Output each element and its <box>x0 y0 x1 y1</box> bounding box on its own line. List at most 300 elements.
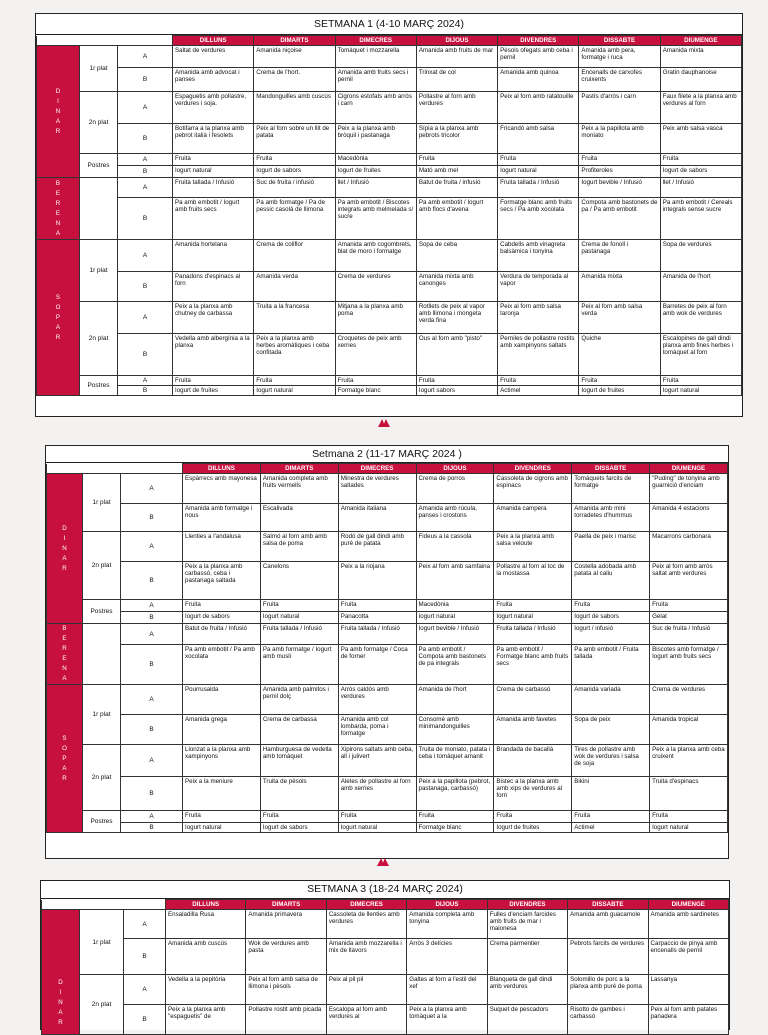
menu-cell: Peix a la planxa amb herbes aromàtiques i ceba confitada <box>254 334 335 376</box>
course-label <box>80 178 118 240</box>
menu-cell: Bikini <box>572 777 650 811</box>
option-label: A <box>121 474 183 504</box>
menu-cell: Suc de fruita / Infusió <box>650 624 728 645</box>
menu-cell: Compota amb bastonets de pa / Pa amb embotit <box>579 198 660 240</box>
menu-cell: llet / Infusió <box>660 178 741 198</box>
menu-cell: Vedella a la pepitòria <box>166 975 246 1005</box>
menu-cell: Consomé amb minimandonguilles <box>416 715 494 745</box>
menu-cell: Actimel <box>572 823 650 833</box>
option-label: B <box>118 386 173 396</box>
menu-cell: Amanida amb fruits secs i pernil <box>335 68 416 92</box>
menu-cell: Crema de verdures <box>335 272 416 302</box>
day-header: DILLUNS <box>166 900 246 910</box>
day-header: DIMARTS <box>246 900 326 910</box>
menu-cell: Cigrons estofats amb arròs i carn <box>335 92 416 124</box>
week-title: Setmana 2 (11-17 MARÇ 2024 ) <box>46 446 728 463</box>
menu-row <box>47 685 728 715</box>
menu-cell: Rotllets de peix al vapor amb llimona i mongeta verda fina <box>416 302 497 334</box>
menu-cell: Cassoleta de llenties amb verdures <box>326 910 406 939</box>
menu-cell: Pa amb embotit / Pa amb xocolata <box>183 645 261 685</box>
menu-cell: Amanida amb fruits de mar <box>416 46 497 68</box>
menu-cell: Fruita <box>660 376 741 386</box>
menu-cell: Pa amb embotit / Iogurt amb fruits secs <box>173 198 254 240</box>
menu-cell: Peix al forn sobre un llit de patata <box>254 124 335 154</box>
day-header: DIMECRES <box>335 36 416 46</box>
option-label: B <box>124 939 166 975</box>
menu-cell: Amanida primavera <box>246 910 326 939</box>
menu-cell: Fruita <box>183 600 261 612</box>
menu-cell: Formatge blanc <box>335 386 416 396</box>
day-header: DIVENDRES <box>487 900 567 910</box>
menu-cell: Fruita <box>416 811 494 823</box>
menu-row <box>47 624 728 645</box>
menu-cell: Costella adobada amb patata al caliu <box>572 562 650 600</box>
menu-cell: Peix a la planxa amb bròquil i pastanaga <box>335 124 416 154</box>
menu-cell: Bistec a la planxa amb amb xips de verdures al forn <box>494 777 572 811</box>
menu-cell: Amanida de l'hort <box>416 685 494 715</box>
course-label: 2n plat <box>80 92 118 154</box>
menu-cell: Tomàquets farcits de formatge <box>572 474 650 504</box>
menu-row <box>47 715 728 745</box>
menu-cell: Verdura de temporada al vapor <box>498 272 579 302</box>
menu-cell: Arròs 3 delícies <box>407 939 487 975</box>
option-label: B <box>121 645 183 685</box>
menu-cell: Fruita <box>579 376 660 386</box>
menu-cell: Peix a la papillota amb moniato <box>579 124 660 154</box>
menu-row <box>47 562 728 600</box>
menu-cell: Pa amb embotit / Biscotes integrals amb melmelada s/ sucre <box>335 198 416 240</box>
menu-cell: Encenalls de carxofes cruixents <box>579 68 660 92</box>
course-label: 1r plat <box>83 685 121 745</box>
menu-cell: Fruita <box>650 811 728 823</box>
menu-cell: Fruita <box>494 600 572 612</box>
menu-cell: Fruita <box>335 376 416 386</box>
menu-cell: Peix al forn amb samfaina <box>416 562 494 600</box>
option-label: B <box>118 166 173 178</box>
menu-row <box>47 532 728 562</box>
menu-cell: Fruita <box>498 376 579 386</box>
menu-cell: Gratin dauphanoise <box>660 68 741 92</box>
course-label: Postres <box>80 154 118 178</box>
menu-row <box>37 198 742 240</box>
menu-cell: Batut de fruita / Infusió <box>183 624 261 645</box>
menu-cell: "Puding" de tonyina amb guarnició d'enciam <box>650 474 728 504</box>
menu-cell: Crema de l'hort. <box>254 68 335 92</box>
menu-cell: Peix al forn amb patates panadera <box>648 1005 728 1035</box>
option-label: B <box>118 124 173 154</box>
menu-cell: Iogurt natural <box>660 386 741 396</box>
menu-cell: Iogurt natural <box>254 386 335 396</box>
option-label: B <box>121 777 183 811</box>
menu-cell: Peix a la planxa amb salsa veloute <box>494 532 572 562</box>
menu-cell: Fruita <box>494 811 572 823</box>
menu-cell: Amanida amb mini torradetes d'hummus <box>572 504 650 532</box>
option-label: B <box>118 198 173 240</box>
menu-cell: Iogurt de fruites <box>173 386 254 396</box>
day-header: DILLUNS <box>183 464 261 474</box>
day-header: DISSABTE <box>568 900 648 910</box>
course-label: 2n plat <box>80 975 124 1035</box>
week-title: SETMANA 1 (4-10 MARÇ 2024) <box>36 14 742 35</box>
menu-cell: Suc de fruita / infusió <box>254 178 335 198</box>
menu-cell: Amanida completa amb fruits vermells <box>260 474 338 504</box>
menu-cell: Fruita <box>254 376 335 386</box>
course-label: Postres <box>80 376 118 396</box>
menu-cell: Fruita <box>579 154 660 166</box>
day-header: DILLUNS <box>173 36 254 46</box>
menu-cell: Fruita tallada / Infusió <box>494 624 572 645</box>
option-label: A <box>118 376 173 386</box>
menu-cell: Peix al forn amb arròs saltat amb verdures <box>650 562 728 600</box>
menu-cell: Tires de pollastre amb wok de verdures i salsa de soja <box>572 745 650 777</box>
menu-cell: Espaguetis amb pollastre, verdures i soja. <box>173 92 254 124</box>
header-blank <box>42 900 166 910</box>
day-header: DIMARTS <box>254 36 335 46</box>
menu-cell: Ensaladilla Rusa <box>166 910 246 939</box>
menu-cell: Amanida amb mozzarella i mix de llavors <box>326 939 406 975</box>
menu-cell: Peix a la meniure <box>183 777 261 811</box>
menu-cell: Peix al forn amb ratatouille <box>498 92 579 124</box>
menu-cell: Barretes de peix al forn amb wok de verdures <box>660 302 741 334</box>
option-label: B <box>118 68 173 92</box>
menu-cell: Actimel <box>498 386 579 396</box>
menu-cell: Fruita <box>498 154 579 166</box>
menu-cell: Amanida tropical <box>650 715 728 745</box>
option-label: A <box>121 624 183 645</box>
menu-cell: Amanida verda <box>254 272 335 302</box>
menu-cell: Escalopines de gall dindi planxa amb fines herbes i tomàquet al forn <box>660 334 741 376</box>
menu-cell: Iogurt de fruites <box>579 386 660 396</box>
menu-cell: Amanida amb rúcula, panses i crostons <box>416 504 494 532</box>
menu-cell: Amanida amb cogombrets, blat de moro i formatge <box>335 240 416 272</box>
menu-cell: Iogurt de fruites <box>494 823 572 833</box>
logo-icon <box>377 858 389 866</box>
menu-cell: Amanida hortelana <box>173 240 254 272</box>
course-label: 1r plat <box>83 474 121 532</box>
menu-cell: Fruita <box>650 600 728 612</box>
option-label: A <box>118 92 173 124</box>
course-label: 2n plat <box>83 532 121 600</box>
menu-cell: Espàrrecs amb mayonesa <box>183 474 261 504</box>
menu-cell: Amanida mixta amb canonges <box>416 272 497 302</box>
menu-cell: Gelat <box>650 612 728 624</box>
menu-cell: Fruita <box>183 811 261 823</box>
menu-cell: Fruita <box>416 376 497 386</box>
menu-cell: Amanida amb sardinetes <box>648 910 728 939</box>
menu-cell: Amanida de l'hort <box>660 272 741 302</box>
menu-cell: Pa amb embotit / Fruita tallada <box>572 645 650 685</box>
menu-cell: Fruita <box>254 154 335 166</box>
menu-cell: Amanida amb cuscús <box>166 939 246 975</box>
meal-label-berena: B E R E N A <box>37 178 80 240</box>
menu-cell: Peix a la planxa amb carbassó, ceba i pastanaga saltada <box>183 562 261 600</box>
menu-cell: Formatge blanc amb fruits secs / Pa amb xocolata <box>498 198 579 240</box>
menu-cell: Crema de fonoll i pastanaga <box>579 240 660 272</box>
menu-row <box>42 1005 729 1035</box>
menu-cell: Peix a la papillota (pebrot, pastanaga, carbassó) <box>416 777 494 811</box>
menu-cell: Wok de verdures amb pasta <box>246 939 326 975</box>
menu-cell: Peix al forn amb salsa de llimona i pèsols <box>246 975 326 1005</box>
menu-cell: Fruita <box>260 811 338 823</box>
menu-cell: Sopa de peix <box>572 715 650 745</box>
menu-cell: Aletes de pollastre al forn amb xerries <box>338 777 416 811</box>
meal-label-sopar: S O P A R <box>37 240 80 396</box>
logo-icon <box>378 419 390 427</box>
day-header: DIJOUS <box>407 900 487 910</box>
menu-cell: Croquetes de peix amb xerries <box>335 334 416 376</box>
course-label: 1r plat <box>80 240 118 302</box>
menu-table <box>41 899 729 1035</box>
menu-cell: Biscotes amb formatge / Iogurt amb fruits secs <box>650 645 728 685</box>
day-header: DISSABTE <box>579 36 660 46</box>
menu-cell: Blanqueta de gall dindi amb verdures <box>487 975 567 1005</box>
option-label: A <box>121 685 183 715</box>
option-label: A <box>118 302 173 334</box>
menu-row <box>37 68 742 92</box>
header-blank <box>37 36 173 46</box>
menu-cell: Iogurt natural <box>494 612 572 624</box>
menu-cell: Trinxat de col <box>416 68 497 92</box>
day-header: DIMECRES <box>326 900 406 910</box>
menu-row <box>47 474 728 504</box>
day-header: DIVENDRES <box>498 36 579 46</box>
menu-cell: Amanida grega <box>183 715 261 745</box>
menu-cell: Pollastre al forn amb verdures <box>416 92 497 124</box>
menu-cell: Amanida amb palmitos i pernil dolç <box>260 685 338 715</box>
menu-cell: Macedònia <box>335 154 416 166</box>
menu-cell: Peix a la planxa amb tomàquet a la <box>407 1005 487 1035</box>
menu-cell: Iogurt natural <box>650 823 728 833</box>
option-label: A <box>124 975 166 1005</box>
day-header: DIJOUS <box>416 464 494 474</box>
menu-row <box>37 302 742 334</box>
meal-label-dinar: D I N A R <box>42 910 80 1035</box>
menu-row <box>37 386 742 396</box>
menu-cell: Minestra de verdures saltades <box>338 474 416 504</box>
option-label: A <box>124 910 166 939</box>
menu-cell: Batut de fruita / infusió <box>416 178 497 198</box>
menu-row <box>37 376 742 386</box>
option-label: B <box>121 504 183 532</box>
menu-cell: Truita d'espinacs <box>650 777 728 811</box>
option-label: A <box>118 46 173 68</box>
menu-cell: Formatge blanc <box>416 823 494 833</box>
option-label: A <box>121 745 183 777</box>
course-label: 1r plat <box>80 910 124 975</box>
menu-row <box>37 240 742 272</box>
menu-row <box>47 600 728 612</box>
menu-cell: Crema de verdures <box>650 685 728 715</box>
menu-cell: Pollastre rostit amb picada <box>246 1005 326 1035</box>
menu-cell: Crema de carbassó <box>494 685 572 715</box>
menu-cell: Pollastre al forn al toc de la mostassa <box>494 562 572 600</box>
menu-cell: Vedella amb albergínia a la planxa <box>173 334 254 376</box>
day-header: DIUMENGE <box>660 36 741 46</box>
menu-cell: Fruita <box>338 811 416 823</box>
menu-cell: Fruita <box>572 600 650 612</box>
menu-cell: Crema de carbassa <box>260 715 338 745</box>
menu-row <box>47 645 728 685</box>
menu-row <box>37 334 742 376</box>
menu-row <box>47 745 728 777</box>
menu-cell: Amanida amb guacamole <box>568 910 648 939</box>
menu-cell: Ous al forn amb "pisto" <box>416 334 497 376</box>
menu-row <box>42 910 729 939</box>
menu-cell: Mató amb mel <box>416 166 497 178</box>
option-label: A <box>118 178 173 198</box>
menu-cell: Amanida niçoise <box>254 46 335 68</box>
menu-cell: Paella de peix i marisc <box>572 532 650 562</box>
menu-cell: Fruita <box>572 811 650 823</box>
menu-cell: Botifarra a la planxa amb pebrot italià i fesolets <box>173 124 254 154</box>
menu-cell: Iogurt natural <box>173 166 254 178</box>
menu-cell: Pa amb embotit / Cereals integrals sense sucre <box>660 198 741 240</box>
menu-cell: Fruita <box>416 154 497 166</box>
option-label: B <box>124 1005 166 1035</box>
menu-cell: Fruita tallada / Infusió <box>338 624 416 645</box>
menu-cell: Amanida amb quinoa <box>498 68 579 92</box>
menu-cell: Escalopa al forn amb verdures al <box>326 1005 406 1035</box>
menu-cell: Fricandó amb salsa <box>498 124 579 154</box>
menu-cell: Sípia a la planxa amb pebrots tricolor <box>416 124 497 154</box>
menu-cell: Sopa de ceba <box>416 240 497 272</box>
menu-cell: Macedònia <box>416 600 494 612</box>
menu-cell: Amanida campera <box>494 504 572 532</box>
menu-cell: Peix a la planxa amb ceba cruixent <box>650 745 728 777</box>
menu-cell: Brandada de bacallà <box>494 745 572 777</box>
menu-cell: Iogurt natural <box>183 823 261 833</box>
menu-cell: Pa amb formatge / Coca de forner <box>338 645 416 685</box>
day-header: DIUMENGE <box>650 464 728 474</box>
menu-cell: Peix a la riojana <box>338 562 416 600</box>
menu-cell: Fruita tallada / Infusió <box>260 624 338 645</box>
menu-table <box>46 463 728 833</box>
course-label: Postres <box>83 811 121 833</box>
menu-cell: Xipirons saltats amb ceba, all i julivert <box>338 745 416 777</box>
menu-cell: Amanida amb formatge i nous <box>183 504 261 532</box>
day-header: DIMARTS <box>260 464 338 474</box>
menu-cell: Tomàquet i mozzarella <box>335 46 416 68</box>
menu-cell: Lassanya <box>648 975 728 1005</box>
menu-cell: Cassoleta de cigrons amb espinacs <box>494 474 572 504</box>
menu-cell: Iogurt de fruites <box>335 166 416 178</box>
menu-cell: Solomillo de porc a la planxa amb puré de poma <box>568 975 648 1005</box>
meal-label-dinar: D I N A R <box>47 474 83 624</box>
day-header-row <box>47 464 728 474</box>
menu-row <box>47 777 728 811</box>
menu-cell: Iogurt de sabors <box>660 166 741 178</box>
menu-cell: Pastís d'arròs i carn <box>579 92 660 124</box>
menu-cell: Crema parmentier <box>487 939 567 975</box>
menu-row <box>37 124 742 154</box>
menu-cell: Hamburguesa de vedella amb tomàquet <box>260 745 338 777</box>
menu-cell: Rodó de gall dindi amb puré de patata <box>338 532 416 562</box>
week-2-menu <box>45 445 729 859</box>
menu-cell: Amanida amb advocat i panses <box>173 68 254 92</box>
header-blank <box>47 464 183 474</box>
menu-cell: Peix a la planxa amb chutney de carbassa <box>173 302 254 334</box>
menu-row <box>47 823 728 833</box>
menu-cell: Panacotta <box>338 612 416 624</box>
day-header-row <box>37 36 742 46</box>
menu-cell: Suquet de pescadors <box>487 1005 567 1035</box>
menu-cell: Fruita <box>338 600 416 612</box>
course-label: 1r plat <box>80 46 118 92</box>
menu-cell: Peix a la planxa amb "espaguetis" de <box>166 1005 246 1035</box>
menu-cell: Cabdells amb vinagreta balsàmica i tonyina <box>498 240 579 272</box>
menu-cell: Peix al forn amb salsa taronja <box>498 302 579 334</box>
menu-cell: Llonzat a la planxa amb xampinyons <box>183 745 261 777</box>
day-header-row <box>42 900 729 910</box>
week-3-menu <box>40 880 730 1030</box>
menu-cell: Amanida 4 estacions <box>650 504 728 532</box>
menu-cell: Truita de pèsols <box>260 777 338 811</box>
menu-cell: Pèsols ofegats amb ceba i pernil <box>498 46 579 68</box>
menu-cell: Fruita <box>660 154 741 166</box>
menu-cell: Pa amb formatge / Pa de pessic casolà de llimona <box>254 198 335 240</box>
menu-cell: Panadons d'espinacs al forn <box>173 272 254 302</box>
menu-cell: Pa amb embotit / Compota amb bastonets de pa integrals <box>416 645 494 685</box>
option-label: B <box>121 715 183 745</box>
menu-cell: Iogurt de sabors <box>183 612 261 624</box>
course-label <box>83 624 121 685</box>
day-header: DIMECRES <box>338 464 416 474</box>
menu-cell: Amanida italiana <box>338 504 416 532</box>
option-label: A <box>121 532 183 562</box>
menu-cell: Amanida amb col lombarda, poma i formatge <box>338 715 416 745</box>
menu-cell: Iogurt sabors <box>416 386 497 396</box>
menu-cell: Crema de porros <box>416 474 494 504</box>
menu-cell: Mitjana a la planxa amb poma <box>335 302 416 334</box>
menu-cell: Pa amb embotit / Formatge blanc amb fruits secs <box>494 645 572 685</box>
menu-cell: Fruita <box>260 600 338 612</box>
day-header: DISSABTE <box>572 464 650 474</box>
menu-row <box>37 154 742 166</box>
menu-cell: Escalivada <box>260 504 338 532</box>
menu-cell: Mandonguilles amb cuscús <box>254 92 335 124</box>
menu-row <box>42 975 729 1005</box>
menu-row <box>47 504 728 532</box>
menu-cell: Macarrons carbonara <box>650 532 728 562</box>
meal-label-dinar: D I N A R <box>37 46 80 178</box>
menu-cell: Fruita tallada / Infusió <box>173 178 254 198</box>
course-label: 2n plat <box>80 302 118 376</box>
menu-cell: Canelons <box>260 562 338 600</box>
menu-cell: Crema de coliflor <box>254 240 335 272</box>
menu-cell: Fruita tallada / Infusió <box>498 178 579 198</box>
menu-cell: Risotto de gambes i carbassó <box>568 1005 648 1035</box>
day-header: DIJOUS <box>416 36 497 46</box>
option-label: B <box>121 562 183 600</box>
menu-row <box>37 166 742 178</box>
meal-label-berena: B E R E N A <box>47 624 83 685</box>
menu-cell: Fruita <box>173 376 254 386</box>
menu-cell: Iogurt de sabors <box>260 823 338 833</box>
menu-cell: Amanida variada <box>572 685 650 715</box>
option-label: B <box>121 823 183 833</box>
option-label: A <box>118 240 173 272</box>
option-label: A <box>121 811 183 823</box>
menu-cell: Amanida amb favetes <box>494 715 572 745</box>
menu-row <box>42 939 729 975</box>
menu-cell: Amanida mixta <box>660 46 741 68</box>
menu-cell: Truita a la francesa <box>254 302 335 334</box>
week-title: SETMANA 3 (18-24 MARÇ 2024) <box>41 881 729 899</box>
week-1-menu <box>35 13 743 417</box>
option-label: B <box>118 334 173 376</box>
menu-cell: Peix amb salsa vasca <box>660 124 741 154</box>
menu-cell: Sopa de verdures <box>660 240 741 272</box>
